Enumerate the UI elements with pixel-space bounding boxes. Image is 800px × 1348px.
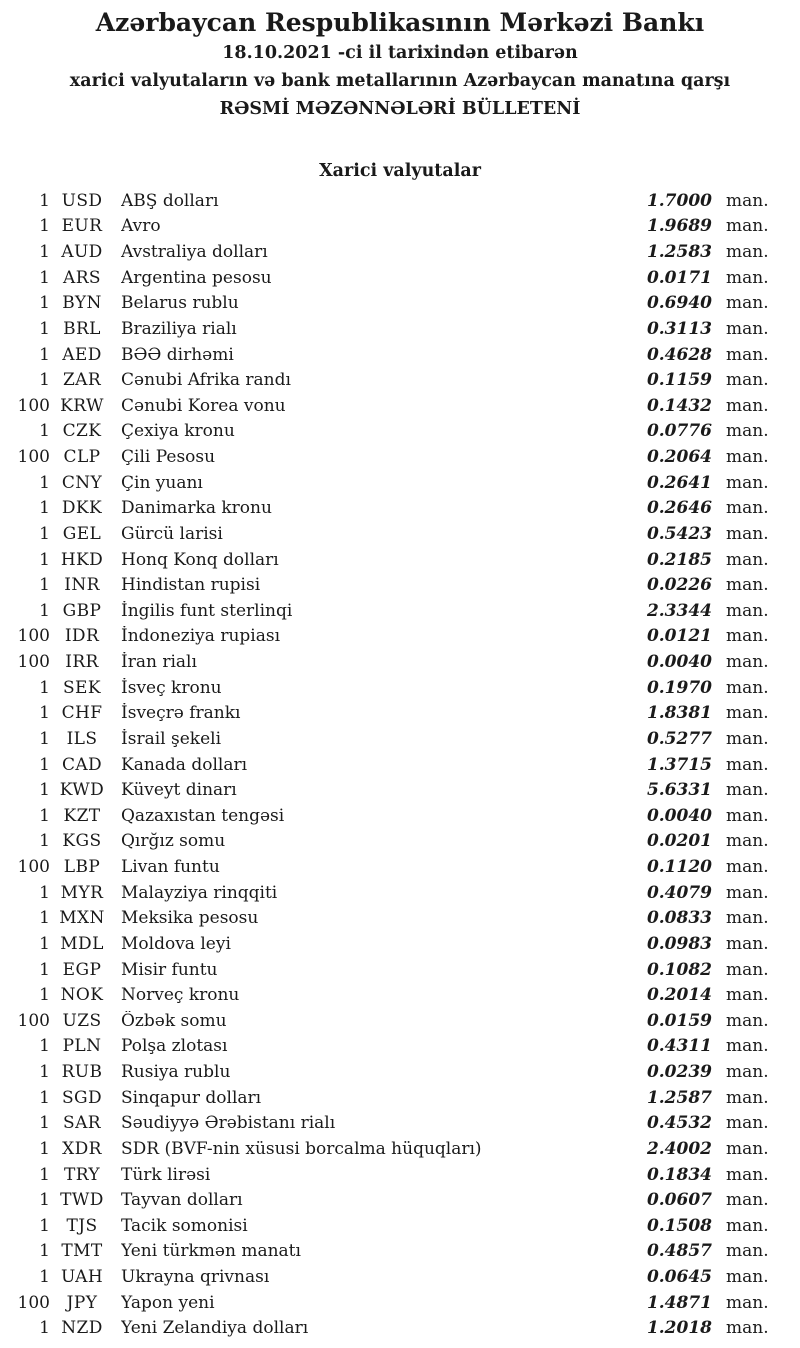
- currency-quantity: 1: [39, 498, 50, 519]
- rate-value: 0.4532: [646, 1113, 712, 1134]
- currency-code: ZAR: [62, 370, 102, 391]
- currency-row: [0, 854, 800, 880]
- currency-quantity: 1: [39, 703, 50, 724]
- currency-row: [0, 1085, 800, 1111]
- currency-code: CAD: [61, 754, 103, 775]
- currency-quantity: 1: [39, 1138, 50, 1159]
- rate-unit: man.: [726, 370, 769, 391]
- currency-row: [0, 1059, 800, 1085]
- currency-row: [0, 342, 800, 368]
- rate-value: 1.9689: [646, 216, 712, 237]
- rate-unit: man.: [726, 549, 769, 570]
- currency-row: [0, 1034, 800, 1060]
- rate-unit: man.: [726, 1241, 769, 1262]
- currency-row: [0, 239, 800, 265]
- currency-code: KRW: [60, 395, 104, 416]
- rate-unit: man.: [726, 1292, 769, 1313]
- currency-row: [0, 367, 800, 393]
- currency-row: [0, 906, 800, 932]
- rate-value: 0.1082: [646, 959, 712, 980]
- currency-row: [0, 777, 800, 803]
- currency-quantity: 1: [39, 421, 50, 442]
- rate-value: 1.2583: [646, 242, 712, 263]
- currency-row: [0, 419, 800, 445]
- currency-quantity: 1: [39, 216, 50, 237]
- currency-quantity: 1: [39, 1087, 50, 1108]
- rate-value: 0.4857: [646, 1241, 712, 1262]
- currency-row: [0, 701, 800, 727]
- currency-name: Tayvan dolları: [121, 1190, 243, 1211]
- currency-name: Ukrayna qrivnası: [121, 1267, 270, 1288]
- currency-name: Tacik somonisi: [121, 1215, 248, 1236]
- currency-code: ILS: [66, 728, 98, 749]
- currency-quantity: 1: [39, 523, 50, 544]
- currency-name: Avstraliya dolları: [121, 242, 268, 263]
- currency-name: Yeni türkmən manatı: [121, 1241, 301, 1262]
- rate-value: 0.5423: [646, 523, 712, 544]
- rate-value: 0.0776: [646, 421, 712, 442]
- currency-quantity: 1: [39, 318, 50, 339]
- currency-quantity: 1: [39, 677, 50, 698]
- currency-quantity: 1: [39, 344, 50, 365]
- rate-unit: man.: [726, 447, 769, 468]
- rate-value: 0.0226: [646, 575, 712, 596]
- currency-quantity: 100: [17, 626, 50, 647]
- rate-value: 0.5277: [646, 728, 712, 749]
- rate-unit: man.: [726, 857, 769, 878]
- currency-name: Avro: [121, 216, 161, 237]
- currency-name: Livan funtu: [121, 857, 220, 878]
- currency-code: CZK: [62, 421, 102, 442]
- currency-row: [0, 214, 800, 240]
- rate-unit: man.: [726, 677, 769, 698]
- currency-row: [0, 188, 800, 214]
- currency-row: [0, 752, 800, 778]
- rate-value: 0.2641: [646, 472, 712, 493]
- currency-name: Özbək somu: [121, 1010, 227, 1031]
- currency-quantity: 1: [39, 1215, 50, 1236]
- currency-row: [0, 1213, 800, 1239]
- currency-code: CHF: [61, 703, 103, 724]
- currency-row: [0, 1239, 800, 1265]
- rate-value: 1.4871: [646, 1292, 712, 1313]
- currency-quantity: 1: [39, 831, 50, 852]
- rate-value: 0.0040: [646, 652, 712, 673]
- currency-code: LBP: [63, 857, 101, 878]
- currency-code: UAH: [60, 1267, 104, 1288]
- currency-quantity: 1: [39, 1036, 50, 1057]
- currency-row: [0, 316, 800, 342]
- bulletin-title: RƏSMİ MƏZƏNNƏLƏRİ BÜLLETENİ: [219, 99, 581, 119]
- rate-unit: man.: [726, 1318, 769, 1339]
- currency-row: [0, 521, 800, 547]
- currency-quantity: 1: [39, 1241, 50, 1262]
- rate-unit: man.: [726, 216, 769, 237]
- currency-quantity: 1: [39, 472, 50, 493]
- currency-name: Çili Pesosu: [121, 447, 216, 468]
- rate-value: 0.0040: [646, 805, 712, 826]
- currency-name: Polşa zlotası: [121, 1036, 228, 1057]
- currency-code: TJS: [66, 1215, 98, 1236]
- rate-unit: man.: [726, 908, 769, 929]
- currency-quantity: 1: [39, 959, 50, 980]
- rate-unit: man.: [726, 1087, 769, 1108]
- currency-quantity: 1: [39, 293, 50, 314]
- currency-code: AED: [62, 344, 102, 365]
- rate-unit: man.: [726, 1010, 769, 1031]
- currency-quantity: 1: [39, 1113, 50, 1134]
- currency-row: [0, 265, 800, 291]
- currency-row: [0, 393, 800, 419]
- currency-row: [0, 649, 800, 675]
- currency-row: [0, 1111, 800, 1137]
- rate-unit: man.: [726, 985, 769, 1006]
- currency-code: BYN: [62, 293, 102, 314]
- currency-code: CLP: [63, 447, 101, 468]
- currency-name: Cənubi Afrika randı: [121, 370, 291, 391]
- currency-quantity: 1: [39, 600, 50, 621]
- currency-name: Kanada dolları: [121, 754, 248, 775]
- currency-code: NOK: [60, 985, 104, 1006]
- currency-code: BRL: [63, 318, 101, 339]
- currency-code: XDR: [62, 1138, 102, 1159]
- currency-quantity: 100: [17, 1010, 50, 1031]
- currency-row: [0, 470, 800, 496]
- currency-quantity: 100: [17, 857, 50, 878]
- rate-unit: man.: [726, 421, 769, 442]
- rate-unit: man.: [726, 1190, 769, 1211]
- currency-quantity: 1: [39, 370, 50, 391]
- rates-table: [0, 188, 800, 1341]
- currency-name: Misir funtu: [121, 959, 218, 980]
- currency-row: [0, 496, 800, 522]
- currency-quantity: 1: [39, 882, 50, 903]
- currency-row: [0, 598, 800, 624]
- rate-unit: man.: [726, 780, 769, 801]
- currency-name: Braziliya rialı: [121, 318, 237, 339]
- currency-quantity: 1: [39, 805, 50, 826]
- currency-quantity: 1: [39, 1062, 50, 1083]
- currency-row: [0, 1136, 800, 1162]
- currency-row: [0, 726, 800, 752]
- currency-name: Danimarka kronu: [121, 498, 272, 519]
- rate-unit: man.: [726, 575, 769, 596]
- currency-row: [0, 982, 800, 1008]
- currency-code: AUD: [61, 242, 103, 263]
- rate-value: 0.4079: [646, 882, 712, 903]
- rate-unit: man.: [726, 882, 769, 903]
- currency-name: Səudiyyə Ərəbistanı rialı: [121, 1113, 336, 1134]
- rate-value: 0.2185: [646, 549, 712, 570]
- currency-name: ABŞ dolları: [121, 190, 219, 211]
- currency-code: INR: [64, 575, 100, 596]
- rate-unit: man.: [726, 703, 769, 724]
- rate-unit: man.: [726, 1215, 769, 1236]
- currency-code: KGS: [62, 831, 102, 852]
- currency-quantity: 1: [39, 985, 50, 1006]
- rate-unit: man.: [726, 959, 769, 980]
- currency-code: TWD: [60, 1190, 104, 1211]
- rate-value: 0.0607: [646, 1190, 712, 1211]
- currency-quantity: 1: [39, 190, 50, 211]
- currency-name: Malayziya rinqqiti: [121, 882, 278, 903]
- rate-value: 0.2014: [646, 985, 712, 1006]
- rate-unit: man.: [726, 1267, 769, 1288]
- currency-row: [0, 572, 800, 598]
- currency-name: SDR (BVF-nin xüsusi borcalma hüquqları): [121, 1138, 482, 1159]
- rate-value: 1.2587: [646, 1087, 712, 1108]
- currency-code: PLN: [62, 1036, 102, 1057]
- currency-name: Sinqapur dolları: [121, 1087, 262, 1108]
- currency-quantity: 1: [39, 242, 50, 263]
- rate-unit: man.: [726, 1036, 769, 1057]
- rate-value: 2.3344: [646, 600, 712, 621]
- rate-value: 0.1120: [646, 857, 712, 878]
- rate-unit: man.: [726, 831, 769, 852]
- rate-value: 0.0239: [646, 1062, 712, 1083]
- currency-code: TRY: [63, 1164, 101, 1185]
- currency-name: Meksika pesosu: [121, 908, 259, 929]
- currency-code: NZD: [61, 1318, 103, 1339]
- currency-code: SEK: [63, 677, 101, 698]
- currency-name: Norveç kronu: [121, 985, 240, 1006]
- rate-value: 0.0171: [646, 267, 712, 288]
- currency-row: [0, 1264, 800, 1290]
- rate-unit: man.: [726, 933, 769, 954]
- currency-row: [0, 624, 800, 650]
- currency-row: [0, 957, 800, 983]
- currency-name: İsrail şekeli: [121, 728, 221, 749]
- currency-row: [0, 675, 800, 701]
- rate-unit: man.: [726, 190, 769, 211]
- currency-code: HKD: [60, 549, 104, 570]
- rate-value: 0.0159: [646, 1010, 712, 1031]
- currency-code: RUB: [61, 1062, 103, 1083]
- currency-row: [0, 931, 800, 957]
- currency-quantity: 100: [17, 395, 50, 416]
- rate-unit: man.: [726, 600, 769, 621]
- currency-quantity: 100: [17, 652, 50, 673]
- currency-row: [0, 1290, 800, 1316]
- rate-value: 0.1970: [646, 677, 712, 698]
- currency-name: Cənubi Korea vonu: [121, 395, 286, 416]
- rate-value: 0.2064: [646, 447, 712, 468]
- rate-unit: man.: [726, 1138, 769, 1159]
- currency-row: [0, 1316, 800, 1342]
- rate-unit: man.: [726, 395, 769, 416]
- currency-row: [0, 291, 800, 317]
- currency-name: Hindistan rupisi: [121, 575, 261, 596]
- currency-quantity: 1: [39, 575, 50, 596]
- currency-name: Yeni Zelandiya dolları: [121, 1318, 309, 1339]
- rate-value: 0.1159: [646, 370, 712, 391]
- rate-unit: man.: [726, 498, 769, 519]
- currency-name: Qırğız somu: [121, 831, 226, 852]
- currency-name: İndoneziya rupiası: [121, 626, 281, 647]
- currency-quantity: 100: [17, 447, 50, 468]
- currency-code: EUR: [61, 216, 103, 237]
- currency-row: [0, 803, 800, 829]
- currency-quantity: 1: [39, 1164, 50, 1185]
- rate-value: 1.2018: [646, 1318, 712, 1339]
- currency-quantity: 1: [39, 1190, 50, 1211]
- rate-unit: man.: [726, 754, 769, 775]
- currency-name: Belarus rublu: [121, 293, 239, 314]
- currency-quantity: 1: [39, 1318, 50, 1339]
- currency-code: SAR: [63, 1113, 101, 1134]
- currency-quantity: 100: [17, 1292, 50, 1313]
- rate-value: 0.0645: [646, 1267, 712, 1288]
- rate-unit: man.: [726, 523, 769, 544]
- currency-row: [0, 1162, 800, 1188]
- rate-unit: man.: [726, 626, 769, 647]
- rate-value: 0.4628: [646, 344, 712, 365]
- rate-value: 1.3715: [646, 754, 712, 775]
- currency-row: [0, 829, 800, 855]
- currency-code: JPY: [66, 1292, 98, 1313]
- currency-code: MYR: [60, 882, 104, 903]
- currency-name: Türk lirəsi: [121, 1164, 211, 1185]
- currency-name: Çin yuanı: [121, 472, 203, 493]
- currency-name: Rusiya rublu: [121, 1062, 231, 1083]
- currency-code: UZS: [62, 1010, 102, 1031]
- currency-code: MDL: [60, 933, 104, 954]
- rate-value: 0.6940: [646, 293, 712, 314]
- currency-name: Argentina pesosu: [121, 267, 272, 288]
- currency-name: Küveyt dinarı: [121, 780, 237, 801]
- currency-quantity: 1: [39, 754, 50, 775]
- rate-unit: man.: [726, 242, 769, 263]
- rate-unit: man.: [726, 318, 769, 339]
- currency-name: Çexiya kronu: [121, 421, 235, 442]
- currency-code: DKK: [61, 498, 103, 519]
- rate-value: 1.7000: [646, 190, 712, 211]
- rate-value: 5.6331: [646, 780, 712, 801]
- bulletin-header: [0, 0, 800, 123]
- currency-quantity: 1: [39, 780, 50, 801]
- currency-code: KWD: [59, 780, 105, 801]
- currency-quantity: 1: [39, 267, 50, 288]
- currency-code: ARS: [63, 267, 101, 288]
- currency-row: [0, 547, 800, 573]
- currency-row: [0, 880, 800, 906]
- currency-name: Yapon yeni: [121, 1292, 215, 1313]
- currency-code: USD: [61, 190, 103, 211]
- rate-value: 0.1432: [646, 395, 712, 416]
- currency-code: EGP: [62, 959, 102, 980]
- currency-code: SGD: [61, 1087, 103, 1108]
- section-title-foreign-currencies: Xarici valyutalar: [319, 161, 481, 181]
- currency-code: CNY: [61, 472, 103, 493]
- currency-name: İngilis funt sterlinqi: [121, 600, 293, 621]
- rate-unit: man.: [726, 805, 769, 826]
- currency-code: GBP: [62, 600, 102, 621]
- rate-unit: man.: [726, 344, 769, 365]
- currency-quantity: 1: [39, 549, 50, 570]
- rate-unit: man.: [726, 728, 769, 749]
- rate-value: 2.4002: [646, 1138, 712, 1159]
- bank-title: Azərbaycan Respublikasının Mərkəzi Bankı: [95, 8, 705, 37]
- currency-quantity: 1: [39, 1267, 50, 1288]
- currency-code: GEL: [62, 523, 102, 544]
- rate-value: 0.2646: [646, 498, 712, 519]
- currency-row: [0, 1187, 800, 1213]
- currency-code: KZT: [63, 805, 101, 826]
- currency-row: [0, 444, 800, 470]
- rate-value: 1.8381: [646, 703, 712, 724]
- currency-code: IDR: [64, 626, 100, 647]
- rate-value: 0.4311: [646, 1036, 712, 1057]
- currency-name: İsveç kronu: [121, 677, 222, 698]
- effective-date-line: 18.10.2021 -ci il tarixindən etibarən: [222, 43, 578, 63]
- currency-name: BƏƏ dirhəmi: [121, 344, 234, 365]
- rate-unit: man.: [726, 293, 769, 314]
- currency-name: Honq Konq dolları: [121, 549, 279, 570]
- currency-name: Gürcü larisi: [121, 523, 223, 544]
- currency-name: İran rialı: [121, 652, 197, 673]
- rate-value: 0.1508: [646, 1215, 712, 1236]
- currency-quantity: 1: [39, 933, 50, 954]
- rate-unit: man.: [726, 1164, 769, 1185]
- rate-value: 0.0201: [646, 831, 712, 852]
- rate-value: 0.3113: [646, 318, 712, 339]
- rate-unit: man.: [726, 1062, 769, 1083]
- currency-code: TMT: [61, 1241, 103, 1262]
- rate-value: 0.0983: [646, 933, 712, 954]
- rate-unit: man.: [726, 267, 769, 288]
- currency-code: IRR: [65, 652, 99, 673]
- currency-name: Qazaxıstan tengəsi: [121, 805, 285, 826]
- currency-row: [0, 1008, 800, 1034]
- rate-value: 0.1834: [646, 1164, 712, 1185]
- rate-unit: man.: [726, 472, 769, 493]
- rate-unit: man.: [726, 652, 769, 673]
- currency-quantity: 1: [39, 728, 50, 749]
- currency-name: İsveçrə frankı: [121, 703, 241, 724]
- currency-code: MXN: [59, 908, 105, 929]
- rate-unit: man.: [726, 1113, 769, 1134]
- subject-line: xarici valyutaların və bank metallarının Azərbaycan manatına qarşı: [69, 71, 731, 91]
- rate-value: 0.0121: [646, 626, 712, 647]
- currency-quantity: 1: [39, 908, 50, 929]
- rate-value: 0.0833: [646, 908, 712, 929]
- currency-name: Moldova leyi: [121, 933, 231, 954]
